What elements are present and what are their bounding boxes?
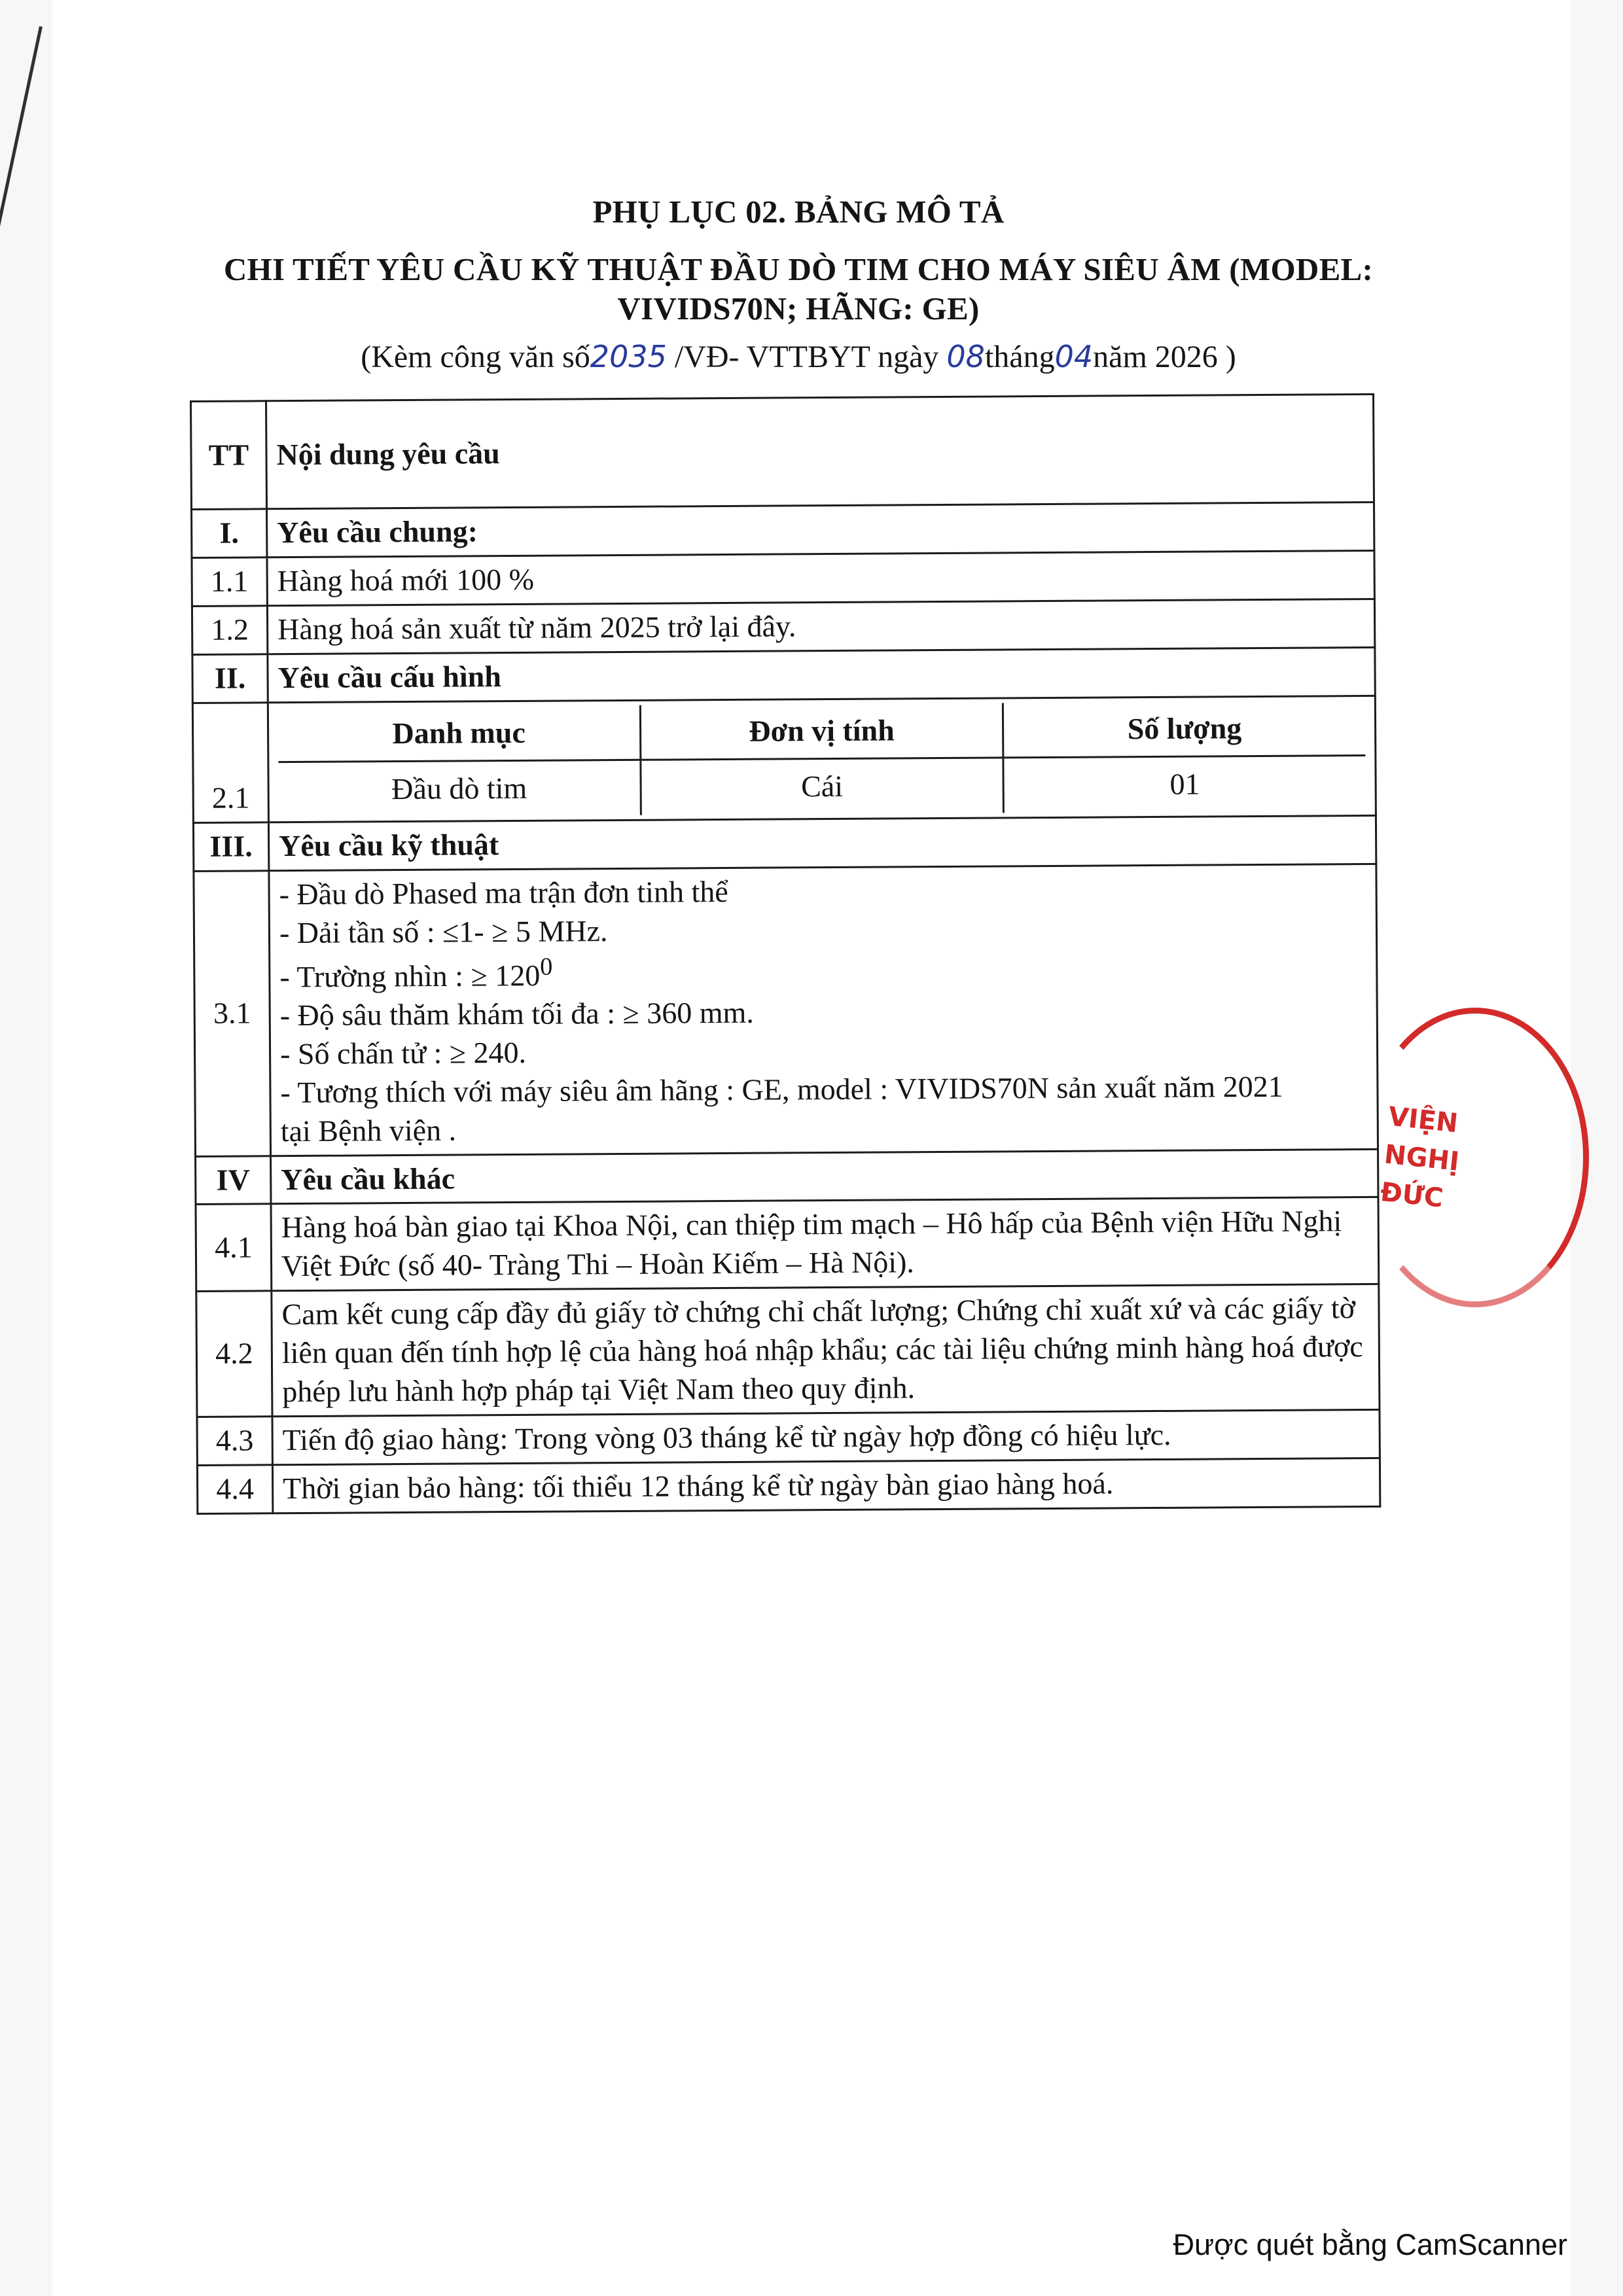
- month-handwritten: 04: [1054, 339, 1094, 374]
- row-number: 3.1: [194, 871, 271, 1156]
- row-text: Hàng hoá bàn giao tại Khoa Nội, can thiệp tim mạch – Hô hấp của Bệnh viện Hữu Nghị Việt Đức (số 40- Tràng Thi – Hoàn Kiếm – Hà Nội).: [271, 1197, 1379, 1291]
- scan-edge-line: [0, 26, 43, 475]
- reference-prefix: (Kèm công văn số: [361, 340, 590, 374]
- reference-mid-1: /VĐ- VTTBYT ngày: [666, 340, 939, 374]
- section-row: [192, 502, 1374, 557]
- spec-line: - Độ sâu thăm khám tối đa : ≥ 360 mm.: [279, 995, 754, 1033]
- section-number: I.: [192, 509, 267, 558]
- row-number: 2.1: [192, 702, 268, 822]
- seal-text-line: ĐỨC: [1378, 1176, 1445, 1214]
- config-header-unit: Đơn vị tính: [641, 703, 1003, 760]
- config-header-qty: Số lượng: [1003, 701, 1365, 758]
- requirements-table: [190, 393, 1381, 1515]
- row-text: Hàng hoá sản xuất từ năm 2025 trở lại đây.: [267, 599, 1374, 654]
- row-number: 1.2: [192, 606, 267, 655]
- table-row: [192, 550, 1374, 606]
- row-number: 1.1: [192, 557, 267, 607]
- spec-line: [279, 946, 1366, 997]
- header-content: Nội dung yêu cầu: [266, 394, 1374, 508]
- row-number: 4.1: [196, 1204, 272, 1291]
- section-label: Yêu cầu khác: [271, 1149, 1378, 1204]
- row-number: 4.3: [197, 1417, 272, 1466]
- section-row: [196, 1149, 1378, 1205]
- degree-superscript: 0: [540, 953, 553, 981]
- section-row: [193, 816, 1376, 872]
- row-text: Tiến độ giao hàng: Trong vòng 03 tháng kể từ ngày hợp đồng có hiệu lực.: [272, 1409, 1380, 1464]
- config-header-item: Danh mục: [278, 705, 641, 762]
- spec-line: - Đầu dò Phased ma trận đơn tinh thể: [279, 875, 728, 911]
- section-number: II.: [192, 654, 268, 703]
- row-number: 4.4: [197, 1464, 272, 1513]
- doc-number-handwritten: 2035: [590, 339, 667, 374]
- config-table-row: [192, 696, 1376, 823]
- table-row: [192, 599, 1374, 654]
- day-handwritten: 08: [946, 339, 985, 374]
- spec-field-of-view: - Trường nhìn : ≥ 120: [279, 958, 541, 994]
- spec-list: [269, 864, 1378, 1156]
- table-row: [197, 1409, 1380, 1465]
- config-qty: 01: [1003, 756, 1366, 813]
- appendix-title: PHỤ LỤC 02. BẢNG MÔ TẢ: [592, 194, 1005, 230]
- spec-line: tại Bệnh viện .: [280, 1113, 457, 1148]
- section-label: Yêu cầu chung:: [267, 502, 1374, 557]
- scanner-watermark: Được quét bằng CamScanner: [1173, 2228, 1567, 2261]
- table-row: [196, 1284, 1380, 1417]
- row-number: 4.2: [196, 1291, 272, 1417]
- table-row: [197, 1458, 1380, 1513]
- reference-year: năm 2026 ): [1093, 340, 1236, 374]
- section-label: Yêu cầu kỹ thuật: [268, 816, 1376, 871]
- seal-text-line: VIỆN: [1387, 1101, 1459, 1139]
- row-text: Thời gian bảo hàng: tối thiểu 12 tháng kể từ ngày bàn giao hàng hoá.: [272, 1458, 1380, 1513]
- reference-month-label: tháng: [984, 340, 1055, 374]
- section-label: Yêu cầu cấu hình: [268, 647, 1375, 702]
- seal-text-line: NGHỊ: [1383, 1139, 1461, 1178]
- section-number: III.: [193, 822, 268, 872]
- spec-line: - Tương thích với máy siêu âm hãng : GE, model : VIVIDS70N sản xuất năm 2021: [280, 1069, 1283, 1110]
- row-text: Cam kết cung cấp đầy đủ giấy tờ chứng chỉ chất lượng; Chứng chỉ xuất xứ và các giấy tờ liên quan đến tính hợp lệ của hàng hoá nhập khẩu; các tài liệu chứng minh hàng hoá được phép lưu hành hợp pháp tại Việt Nam theo quy định.: [272, 1284, 1380, 1417]
- row-text: Hàng hoá mới 100 %: [267, 550, 1374, 605]
- table-header-row: [191, 394, 1374, 509]
- table-row: [196, 1197, 1379, 1292]
- document-title-line-2: VIVIDS70N; HÃNG: GE): [617, 291, 980, 327]
- section-row: [192, 647, 1375, 703]
- table-row: [194, 864, 1378, 1156]
- config-item: Đầu dò tim: [278, 760, 641, 818]
- config-table: [278, 701, 1366, 818]
- config-cell: [268, 696, 1376, 822]
- spec-line: - Dải tần số : ≤1- ≥ 5 MHz.: [279, 914, 608, 950]
- config-unit: Cái: [641, 758, 1003, 815]
- hospital-seal-text: [1378, 1098, 1488, 1222]
- document-title-line-1: CHI TIẾT YÊU CẦU KỸ THUẬT ĐẦU DÒ TIM CHO MÁY SIÊU ÂM (MODEL:: [223, 251, 1374, 287]
- reference-line: [164, 339, 1433, 375]
- section-number: IV: [196, 1156, 271, 1205]
- spec-line: - Số chấn tử : ≥ 240.: [279, 1035, 527, 1071]
- header-tt: TT: [191, 401, 267, 510]
